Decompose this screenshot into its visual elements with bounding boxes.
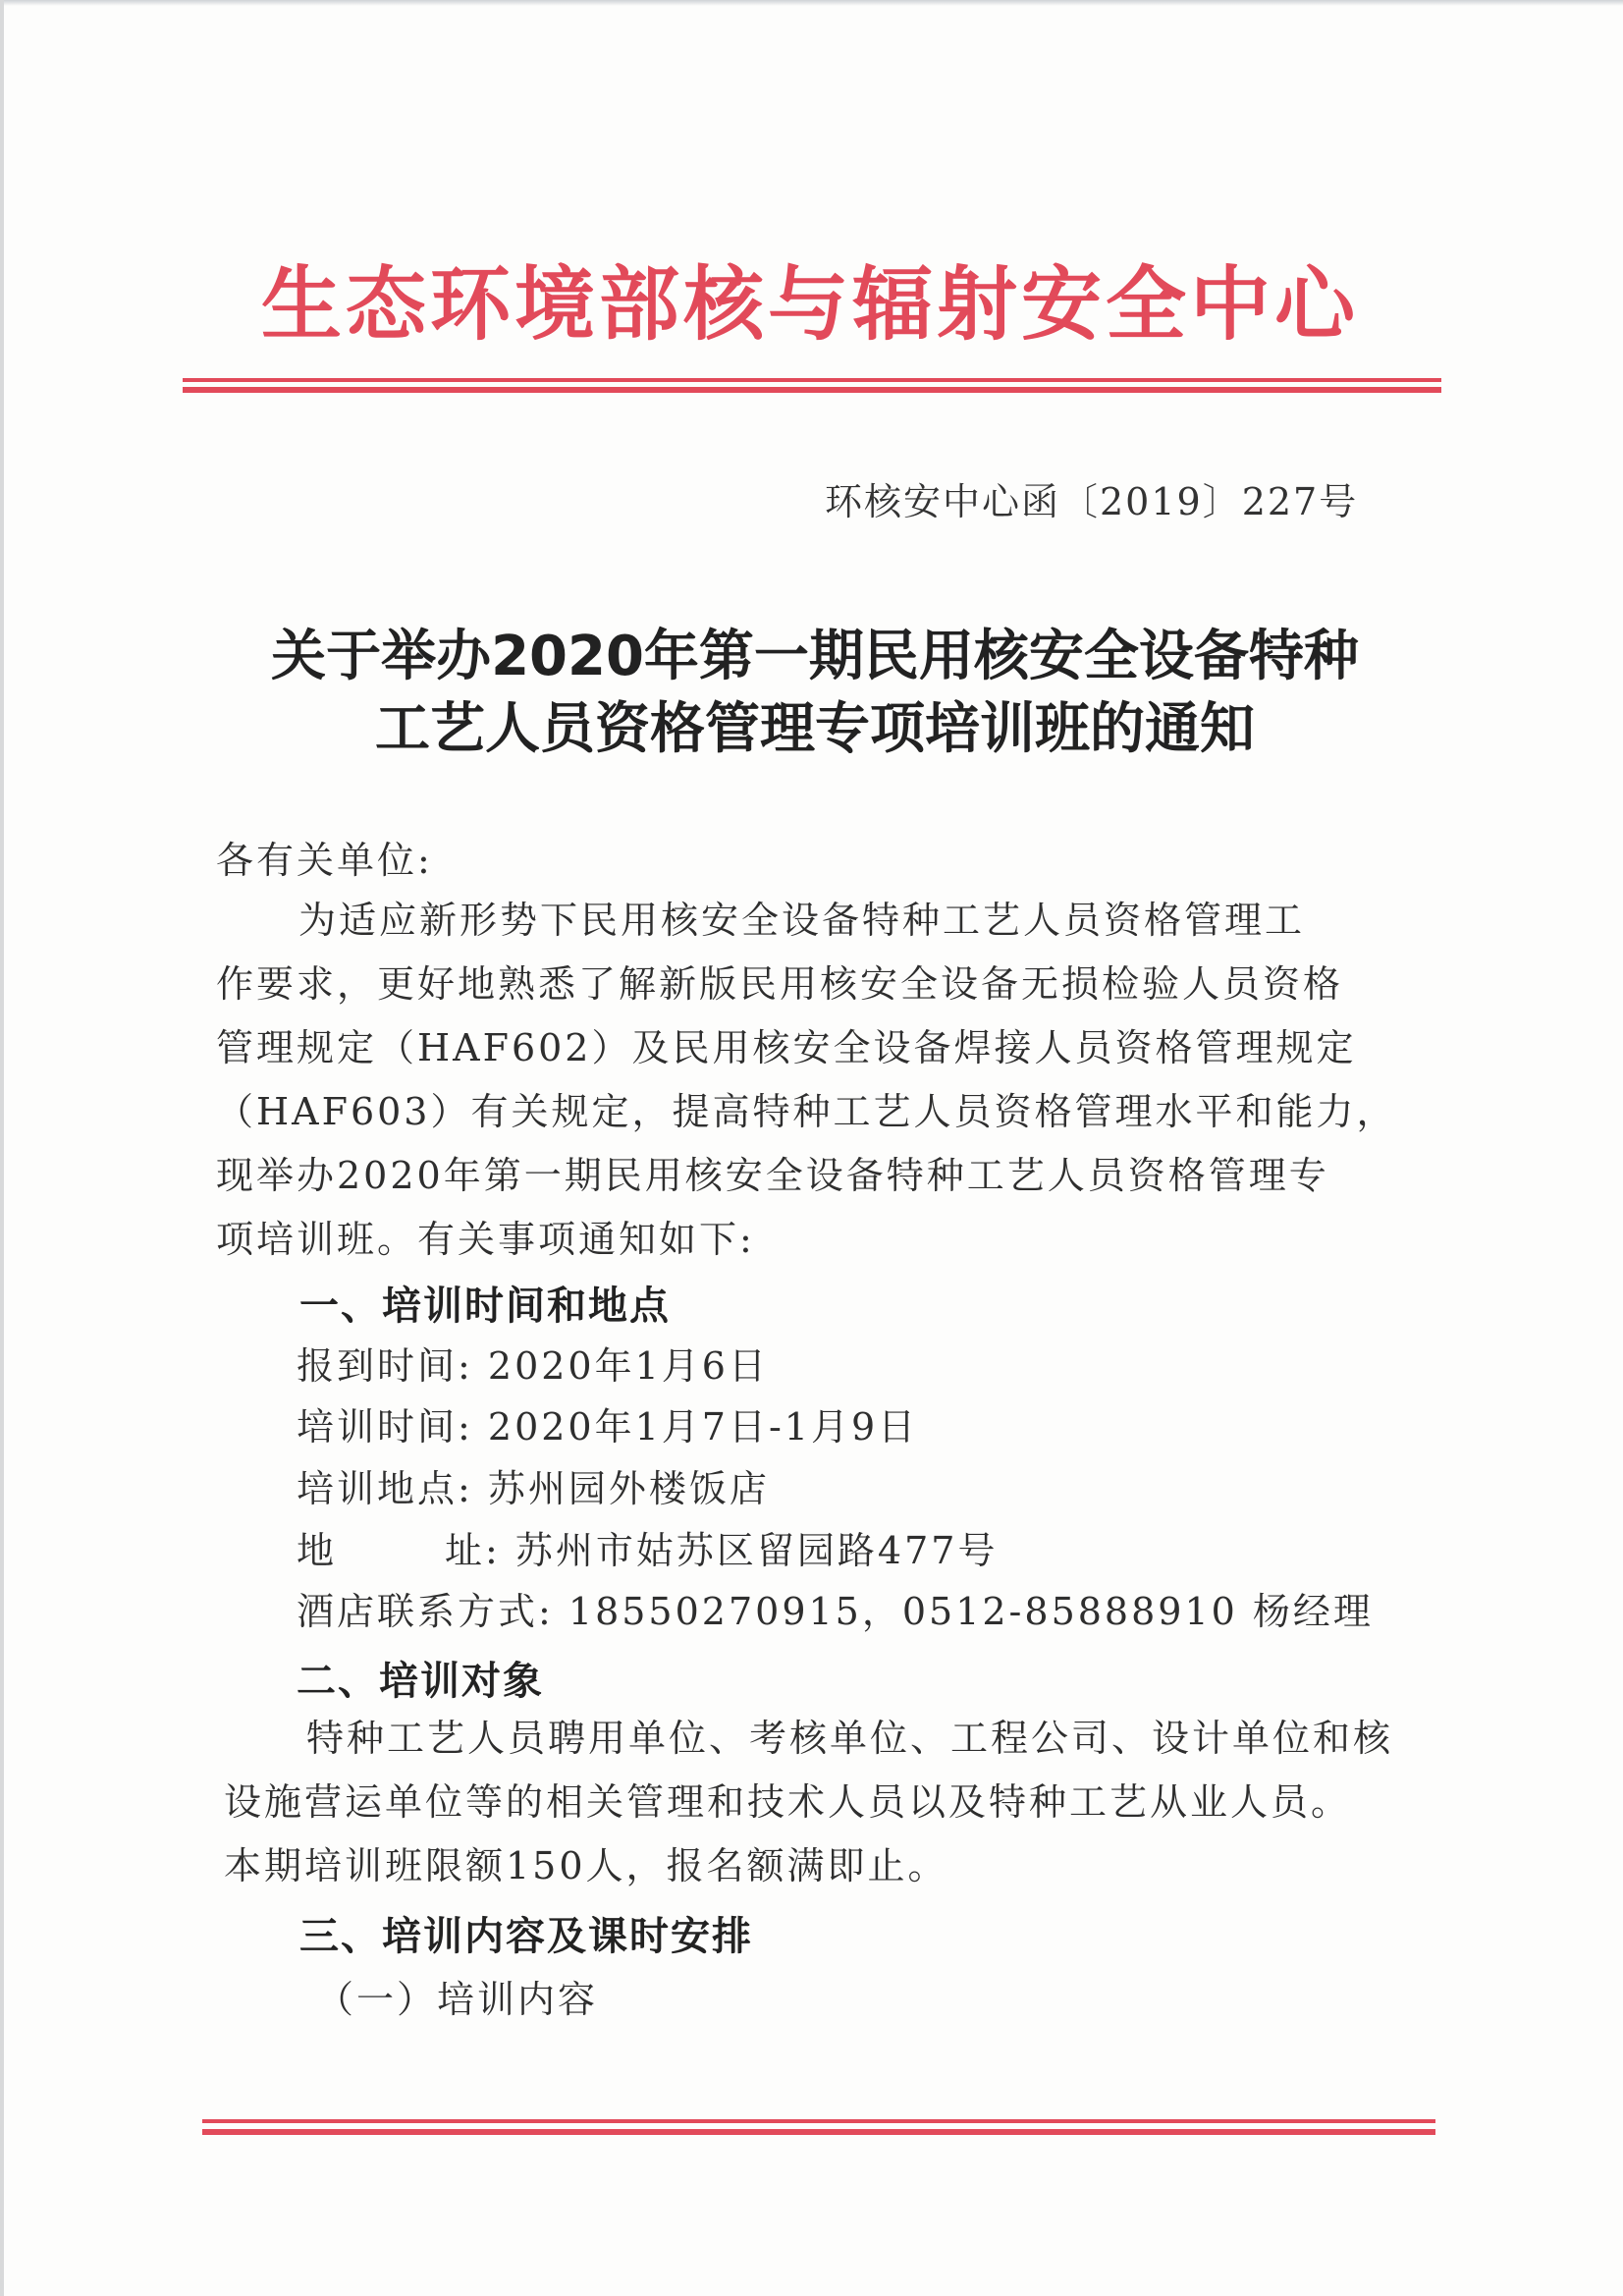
address-row (297, 1520, 1524, 1574)
intro-line: 为适应新形势下民用核安全设备特种工艺人员资格管理工 (298, 899, 1306, 942)
intro-paragraph (216, 889, 1443, 1272)
training-time-row (297, 1396, 1524, 1450)
document-number: 环核安中心函〔2019〕227号 (825, 480, 1359, 523)
report-time-value: 2020年1月6日 (487, 1344, 769, 1388)
footer-rule-thin (202, 2119, 1435, 2123)
title-line-2: 工艺人员资格管理专项培训班的通知 (375, 697, 1255, 761)
letterhead-rule-thin (183, 378, 1441, 382)
document-title (177, 621, 1453, 766)
letterhead-rule-thick (183, 387, 1441, 393)
intro-line: 项培训班。有关事项通知如下: (216, 1218, 755, 1261)
venue-label: 培训地点: (297, 1467, 473, 1510)
venue-row (297, 1458, 1524, 1512)
venue-value: 苏州园外楼饭店 (487, 1467, 770, 1510)
training-time-label: 培训时间: (297, 1405, 473, 1449)
contact-value: 18550270915，0512-85888910 杨经理 (568, 1590, 1374, 1633)
intro-line: 现举办2020年第一期民用核安全设备特种工艺人员资格管理专 (216, 1154, 1329, 1197)
footer-rule-thick (202, 2129, 1435, 2135)
section-2-line: 本期培训班限额150人，报名额满即止。 (224, 1844, 948, 1887)
section-2-heading: 二、培训对象 (297, 1659, 544, 1704)
section-3-sub-heading: （一）培训内容 (316, 1978, 599, 2021)
contact-label: 酒店联系方式: (297, 1590, 554, 1633)
section-3-heading: 三、培训内容及课时安排 (299, 1914, 753, 1959)
scan-left-edge (0, 0, 4, 2296)
report-time-label: 报到时间: (297, 1344, 473, 1388)
section-2-paragraph (224, 1707, 1451, 1898)
contact-row (297, 1581, 1524, 1635)
section-2-line: 特种工艺人员聘用单位、考核单位、工程公司、设计单位和核 (306, 1717, 1394, 1760)
training-time-value: 2020年1月7日-1月9日 (487, 1405, 919, 1449)
letterhead-organization: 生态环境部核与辐射安全中心 (260, 258, 1359, 352)
section-1-heading: 一、培训时间和地点 (299, 1284, 671, 1329)
intro-line: 管理规定（HAF602）及民用核安全设备焊接人员资格管理规定 (216, 1026, 1357, 1069)
scan-top-edge (0, 0, 1623, 6)
address-value: 苏州市姑苏区留园路477号 (514, 1529, 999, 1572)
title-line-1: 关于举办2020年第一期民用核安全设备特种 (271, 625, 1359, 688)
salutation: 各有关单位: (216, 839, 433, 882)
address-label-a: 地 (297, 1529, 338, 1572)
intro-line: 作要求，更好地熟悉了解新版民用核安全设备无损检验人员资格 (216, 962, 1344, 1006)
section-2-line: 设施营运单位等的相关管理和技术人员以及特种工艺从业人员。 (224, 1780, 1352, 1824)
report-time-row (297, 1336, 1524, 1390)
address-label-b: 址: (445, 1529, 501, 1572)
intro-line: （HAF603）有关规定，提高特种工艺人员资格管理水平和能力， (216, 1090, 1397, 1133)
